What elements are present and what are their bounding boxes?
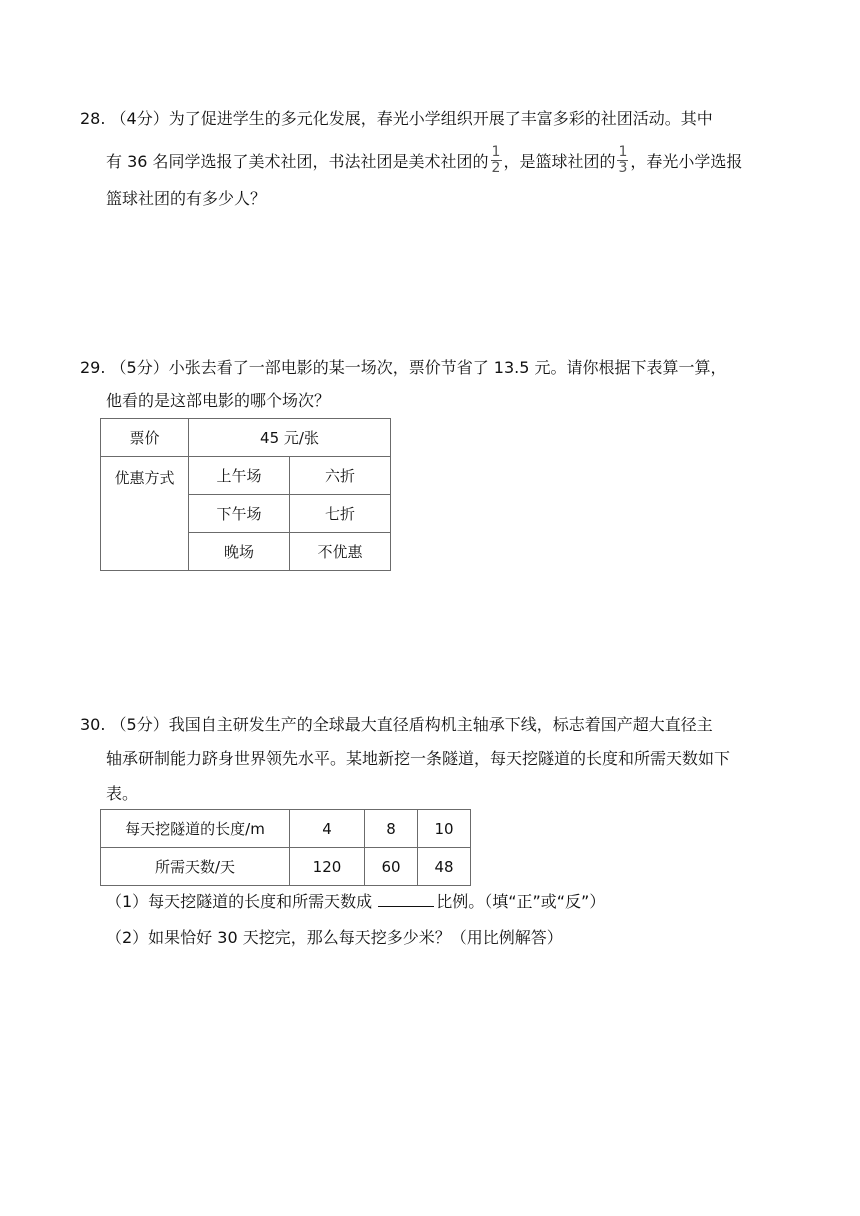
ticket-price-table (100, 418, 391, 571)
q28-line-3: 篮球社团的有多少人？ (106, 189, 267, 208)
value-cell: 10 (418, 810, 471, 848)
table-row (101, 457, 391, 495)
fraction-numerator: 1 (491, 144, 501, 160)
q28-line-2 (106, 144, 743, 176)
price-label-cell: 票价 (101, 419, 189, 457)
value-cell: 48 (418, 848, 471, 886)
q28-line-2-part-b: ，是篮球社团的 (503, 152, 616, 171)
discount-cell: 七折 (290, 495, 391, 533)
fraction-denominator: 3 (618, 160, 628, 176)
q28-line-1: 28. （4分）为了促进学生的多元化发展，春光小学组织开展了丰富多彩的社团活动。其中 (80, 109, 713, 128)
discount-cell: 不优惠 (290, 533, 391, 571)
row-label-cell: 所需天数/天 (101, 848, 290, 886)
fraction-one-half (490, 145, 503, 176)
table-row (101, 848, 471, 886)
q30-sub-question-2: （2）如果恰好 30 天挖完，那么每天挖多少米？（用比例解答） (106, 928, 563, 947)
row-label-cell: 每天挖隧道的长度/m (101, 810, 290, 848)
value-cell: 60 (365, 848, 418, 886)
session-cell: 晚场 (189, 533, 290, 571)
sub1-text-a: （1）每天挖隧道的长度和所需天数成 (106, 892, 373, 911)
q30-sub-question-1 (106, 890, 605, 914)
fraction-one-third (616, 145, 629, 176)
q30-line-3: 表。 (106, 784, 139, 803)
q29-line-2: 他看的是这部电影的哪个场次？ (106, 391, 331, 410)
sub1-text-b: 比例。（填“正”或“反”） (436, 892, 606, 911)
answer-blank[interactable] (378, 890, 434, 907)
fraction-denominator: 2 (491, 160, 501, 176)
table-row (101, 810, 471, 848)
discount-label-cell: 优惠方式 (101, 457, 189, 571)
session-cell: 下午场 (189, 495, 290, 533)
tunnel-table (100, 809, 471, 886)
value-cell: 4 (290, 810, 365, 848)
price-value-cell: 45 元/张 (189, 419, 391, 457)
q30-line-2: 轴承研制能力跻身世界领先水平。某地新挖一条隧道，每天挖隧道的长度和所需天数如下 (106, 749, 731, 768)
discount-cell: 六折 (290, 457, 391, 495)
q29-line-1: 29. （5分）小张去看了一部电影的某一场次，票价节省了 13.5 元。请你根据下表算一算， (80, 358, 727, 377)
q28-line-2-part-a: 有 36 名同学选报了美术社团，书法社团是美术社团的 (106, 152, 489, 171)
value-cell: 120 (290, 848, 365, 886)
session-cell: 上午场 (189, 457, 290, 495)
table-row (101, 419, 391, 457)
q28-line-2-part-c: ，春光小学选报 (630, 152, 743, 171)
value-cell: 8 (365, 810, 418, 848)
q30-line-1: 30. （5分）我国自主研发生产的全球最大直径盾构机主轴承下线，标志着国产超大直径主 (80, 715, 713, 734)
fraction-numerator: 1 (618, 144, 628, 160)
